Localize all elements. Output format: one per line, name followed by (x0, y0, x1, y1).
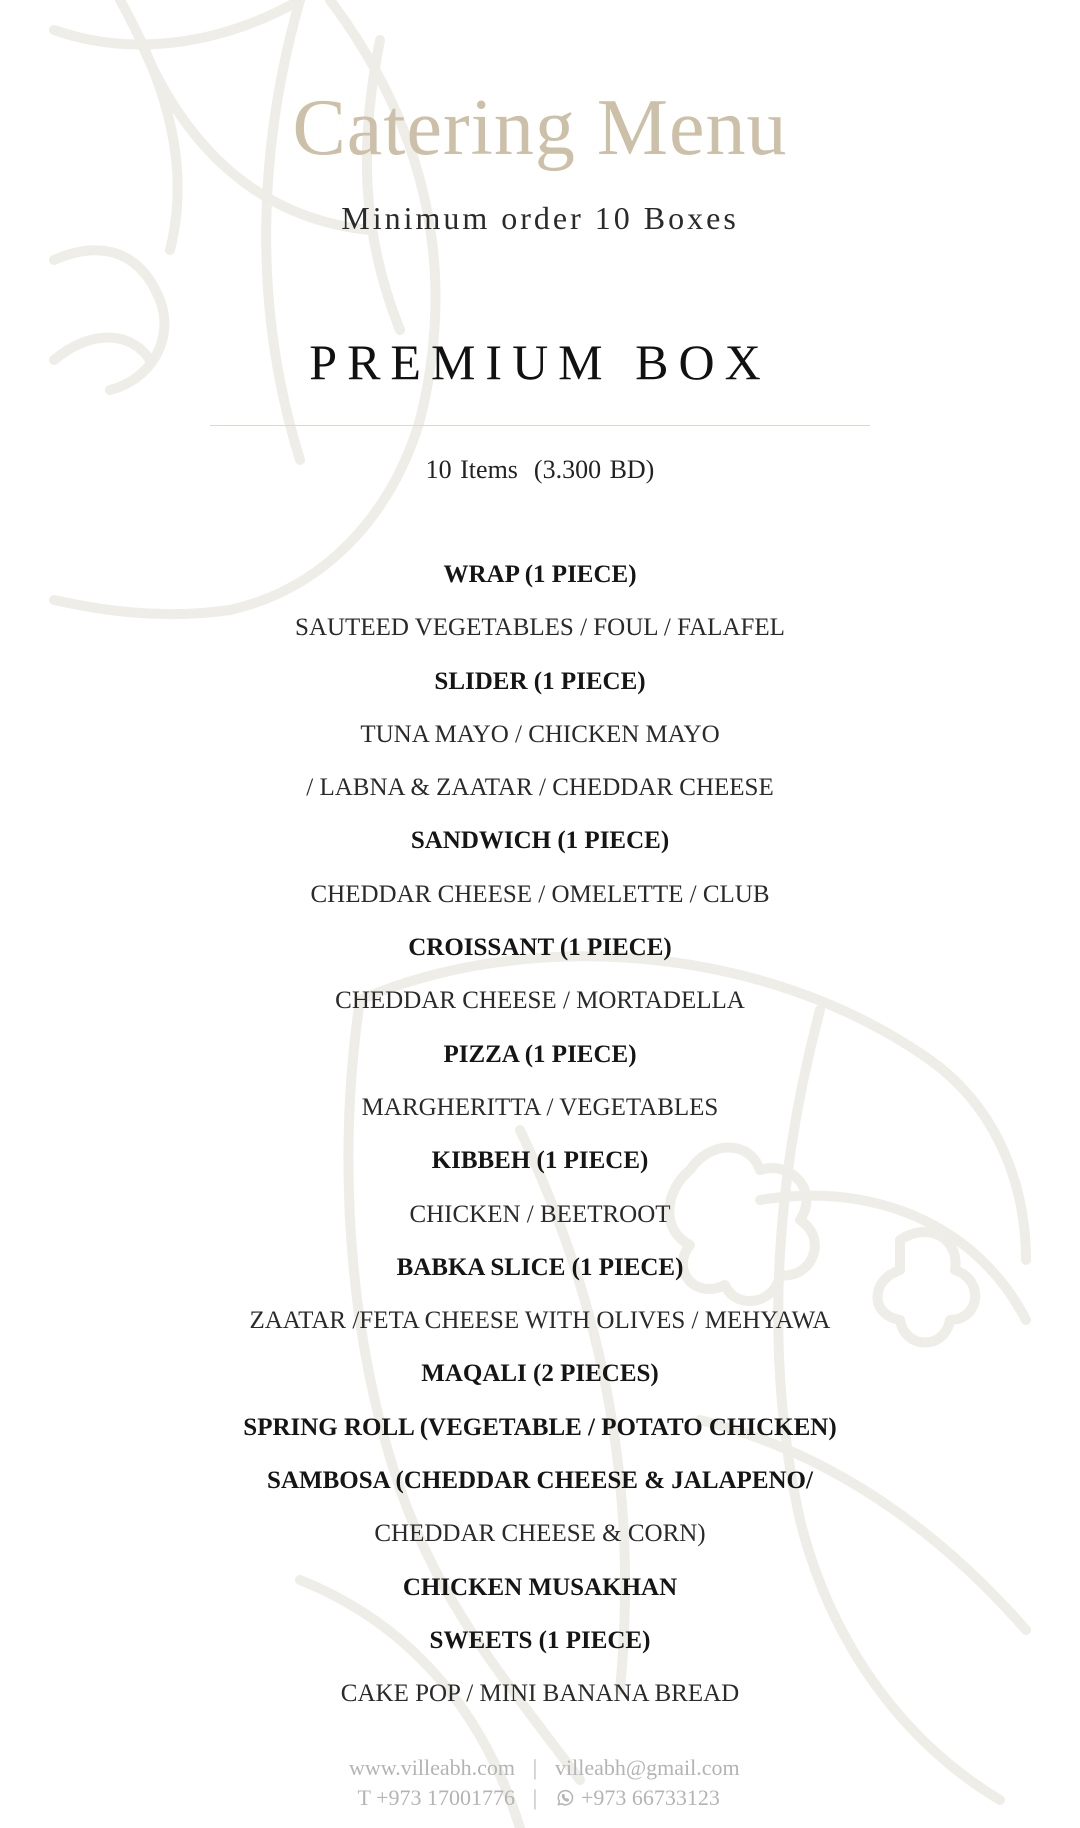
menu-page (54, 0, 1026, 1828)
menu-line: ZAATAR /FETA CHEESE WITH OLIVES / MEHYAWA (249, 1307, 831, 1335)
menu-list (54, 553, 1026, 1726)
menu-line: SAUTEED VEGETABLES / FOUL / FALAFEL (295, 614, 785, 642)
menu-line: CROISSANT (1 PIECE) (408, 934, 672, 962)
menu-line: BABKA SLICE (1 PIECE) (396, 1253, 684, 1281)
menu-line: CHEDDAR CHEESE / OMELETTE / CLUB (310, 880, 770, 908)
menu-line: MARGHERITTA / VEGETABLES (361, 1093, 719, 1121)
menu-line: CAKE POP / MINI BANANA BREAD (340, 1680, 740, 1708)
contact-footer (54, 1753, 1026, 1813)
menu-line: SAMBOSA (CHEDDAR CHEESE & JALAPENO/ (267, 1467, 813, 1495)
whatsapp-number: +973 66733123 (581, 1785, 720, 1810)
phone-number[interactable]: T +973 17001776 (357, 1785, 515, 1810)
menu-line: KIBBEH (1 PIECE) (431, 1147, 649, 1175)
footer-separator: | (532, 1755, 538, 1780)
menu-line: SLIDER (1 PIECE) (434, 667, 646, 695)
box-summary (54, 452, 1026, 488)
menu-line: SWEETS (1 PIECE) (429, 1626, 651, 1654)
website-link[interactable]: www.villeabh.com (349, 1755, 515, 1780)
divider (210, 425, 870, 426)
menu-line: TUNA MAYO / CHICKEN MAYO (360, 720, 720, 748)
minimum-order-note: Minimum order 10 Boxes (341, 200, 739, 236)
items-count: 10 Items (425, 455, 518, 484)
menu-line: CHICKEN MUSAKHAN (402, 1573, 678, 1601)
menu-line: CHEDDAR CHEESE & CORN) (374, 1520, 706, 1548)
menu-line: WRAP (1 PIECE) (443, 561, 637, 588)
box-price: (3.300 BD) (533, 455, 655, 484)
whatsapp-contact[interactable] (555, 1783, 755, 1813)
footer-separator: | (532, 1785, 538, 1810)
page-title: Catering Menu (292, 84, 788, 172)
menu-line: MAQALI (2 PIECES) (421, 1360, 659, 1388)
menu-line: PIZZA (1 PIECE) (443, 1040, 637, 1068)
menu-line: CHICKEN / BEETROOT (409, 1200, 671, 1228)
footer-row-web (54, 1753, 1026, 1783)
footer-row-phone (54, 1783, 1026, 1813)
menu-line: SANDWICH (1 PIECE) (410, 827, 670, 855)
box-name: PREMIUM BOX (309, 334, 771, 390)
menu-line: CHEDDAR CHEESE / MORTADELLA (335, 987, 745, 1015)
menu-line: SPRING ROLL (VEGETABLE / POTATO CHICKEN) (243, 1413, 837, 1441)
whatsapp-icon (555, 1788, 575, 1808)
menu-line: / LABNA & ZAATAR / CHEDDAR CHEESE (306, 774, 774, 802)
email-link[interactable]: villeabh@gmail.com (555, 1755, 740, 1780)
